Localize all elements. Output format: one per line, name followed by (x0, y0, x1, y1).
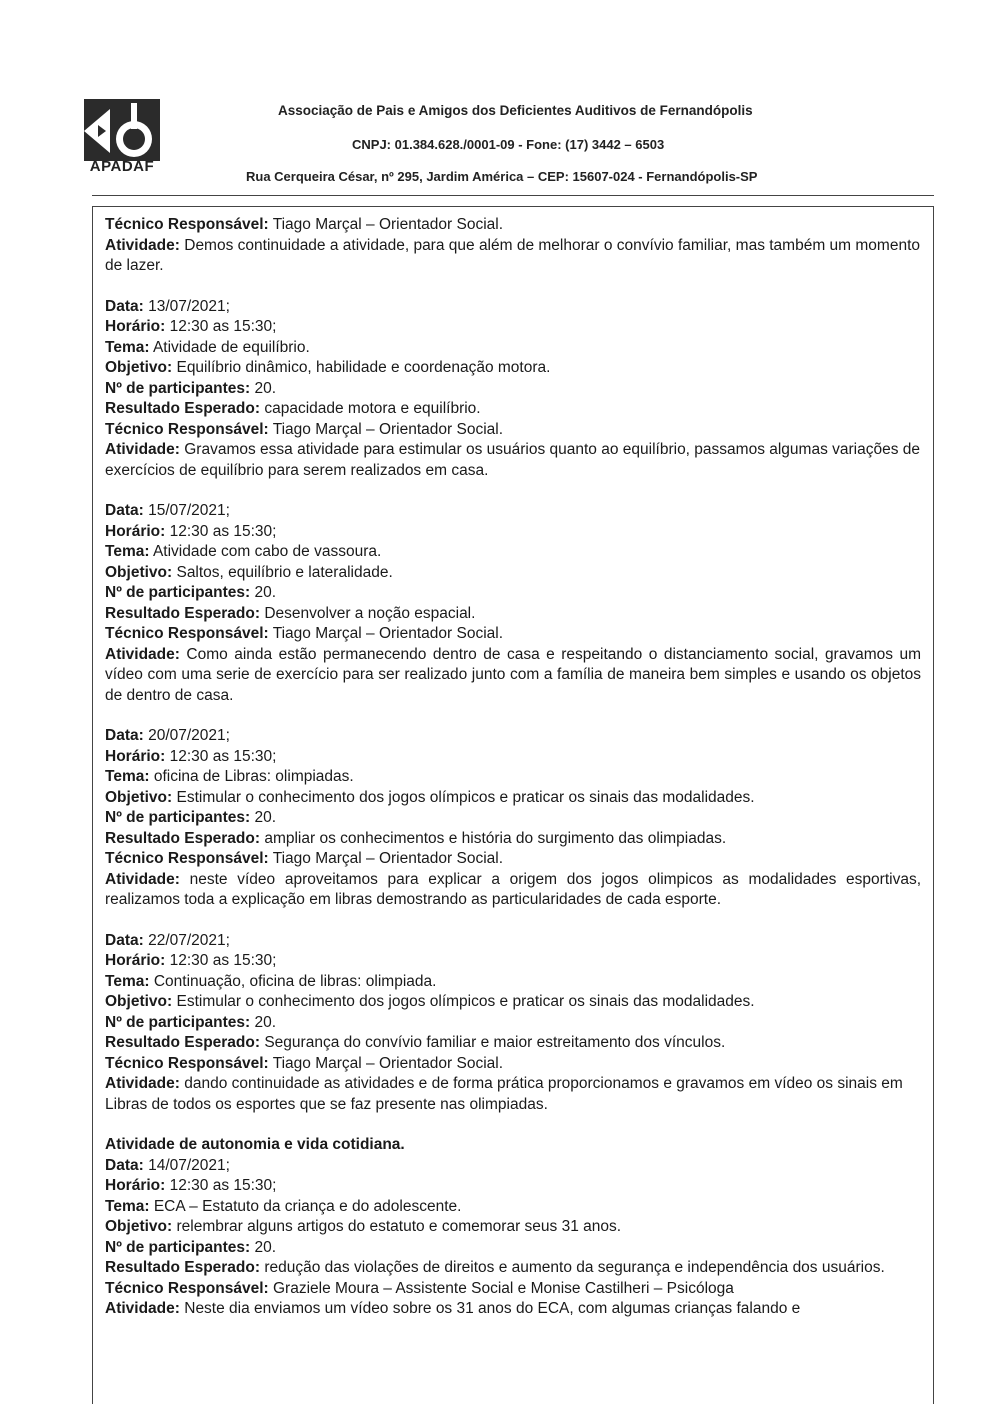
participantes-line (105, 583, 921, 604)
data-value: 13/07/2021; (143, 297, 230, 315)
objetivo-value: Estimular o conhecimento dos jogos olímpicos e praticar os sinais das modalidades. (172, 993, 755, 1010)
data-line (105, 1156, 921, 1177)
data-value: 15/07/2021; (143, 502, 230, 519)
resultado-line (105, 829, 921, 850)
tecnico-line (105, 624, 921, 645)
tecnico-value: Tiago Marçal – Orientador Social. (268, 216, 504, 233)
atividade-line (105, 1074, 921, 1115)
resultado-label: Resultado Esperado: (105, 1034, 261, 1051)
horario-line (105, 951, 921, 972)
objetivo-label: Objetivo: (105, 788, 173, 806)
entry-1 (105, 297, 921, 482)
participantes-value: 20. (250, 1238, 277, 1256)
horario-label: Horário: (105, 747, 166, 765)
horario-line (105, 317, 921, 338)
tecnico-value: Tiago Marçal – Orientador Social. (268, 420, 504, 438)
participantes-value: 20. (250, 379, 277, 397)
data-label: Data: (105, 1156, 144, 1174)
data-label: Data: (105, 727, 144, 744)
atividade-line (105, 870, 921, 911)
data-value: 20/07/2021; (143, 727, 230, 744)
atividade-label: Atividade: (105, 236, 180, 254)
objetivo-value: Saltos, equilíbrio e lateralidade. (172, 563, 393, 581)
atividade-line (105, 1299, 921, 1320)
address: Rua Cerqueira César, nº 295, Jardim América – CEP: 15607-024 - Fernandópolis-SP (246, 169, 758, 184)
tema-value: ECA – Estatuto da criança e do adolescente. (149, 1197, 462, 1215)
atividade-line (105, 440, 921, 481)
participantes-label: Nº de participantes: (105, 809, 251, 826)
atividade-value: dando continuidade as atividades e de forma prática proporcionamos e gravamos em vídeo os sinais em Libras de todos os esportes que se faz presente nas olimpiadas. (105, 1075, 903, 1113)
participantes-line (105, 808, 921, 829)
atividade-value: Gravamos essa atividade para estimular os usuários quanto ao equilíbrio, passamos algumas variações de exercícios de equilíbrio para serem realizados em casa. (105, 441, 921, 479)
data-line (105, 931, 921, 952)
data-line (105, 501, 921, 522)
atividade-label: Atividade: (105, 870, 180, 888)
entry-3 (105, 726, 921, 911)
atividade-value: Demos continuidade a atividade, para que além de melhorar o convívio familiar, mas também um momento de lazer. (105, 236, 920, 274)
tema-value: Atividade com cabo de vassoura. (149, 543, 382, 560)
resultado-line (105, 399, 921, 420)
participantes-value: 20. (250, 1013, 277, 1031)
resultado-value: Segurança do convívio familiar e maior estreitamento dos vínculos. (260, 1034, 726, 1051)
header-divider (92, 195, 934, 196)
objetivo-line (105, 358, 921, 379)
tecnico-line (105, 849, 921, 870)
horario-label: Horário: (105, 952, 166, 969)
horario-label: Horário: (105, 522, 166, 540)
participantes-line (105, 1238, 921, 1259)
resultado-value: Desenvolver a noção espacial. (260, 604, 476, 622)
organization-name: Associação de Pais e Amigos dos Deficientes Auditivos de Fernandópolis (278, 103, 753, 118)
objetivo-line (105, 788, 921, 809)
tecnico-line (105, 215, 921, 236)
logo-text: APADAF (89, 158, 155, 175)
objetivo-value: Equilíbrio dinâmico, habilidade e coordenação motora. (172, 359, 551, 376)
atividade-label: Atividade: (105, 645, 180, 663)
resultado-value: redução das violações de direitos e aumento da segurança e independência dos usuários. (260, 1259, 885, 1276)
tecnico-line (105, 1054, 921, 1075)
entry-2 (105, 501, 921, 706)
horario-label: Horário: (105, 1177, 166, 1194)
horario-value: 12:30 as 15:30; (165, 318, 277, 335)
data-value: 22/07/2021; (143, 931, 230, 949)
objetivo-line (105, 1217, 921, 1238)
horario-label: Horário: (105, 318, 166, 335)
tema-line (105, 338, 921, 359)
objetivo-value: Estimular o conhecimento dos jogos olímpicos e praticar os sinais das modalidades. (172, 788, 755, 806)
horario-value: 12:30 as 15:30; (165, 952, 277, 969)
resultado-label: Resultado Esperado: (105, 604, 261, 622)
participantes-label: Nº de participantes: (105, 584, 251, 601)
tema-line (105, 542, 921, 563)
tema-label: Tema: (105, 768, 150, 785)
data-value: 14/07/2021; (143, 1156, 230, 1174)
atividade-line (105, 645, 921, 707)
data-label: Data: (105, 931, 144, 949)
report-content (105, 215, 921, 1340)
data-label: Data: (105, 502, 144, 519)
letterhead (0, 0, 992, 210)
data-line (105, 726, 921, 747)
resultado-label: Resultado Esperado: (105, 1259, 261, 1276)
atividade-line (105, 236, 921, 277)
resultado-line (105, 604, 921, 625)
tecnico-label: Técnico Responsável: (105, 1279, 269, 1297)
atividade-value: neste vídeo aproveitamos para explicar a origem dos jogos olimpicos as modalidades esportivas, realizamos toda a explicação em libras demostrando as particularidades de cada esporte. (105, 870, 921, 908)
tema-label: Tema: (105, 972, 150, 990)
objetivo-label: Objetivo: (105, 359, 173, 376)
atividade-label: Atividade: (105, 1300, 180, 1317)
atividade-label: Atividade: (105, 1075, 180, 1092)
objetivo-label: Objetivo: (105, 563, 173, 581)
objetivo-label: Objetivo: (105, 993, 173, 1010)
autonomy-section (105, 1135, 921, 1320)
objetivo-line (105, 992, 921, 1013)
horario-line (105, 522, 921, 543)
horario-value: 12:30 as 15:30; (165, 522, 277, 540)
resultado-label: Resultado Esperado: (105, 400, 261, 417)
participantes-label: Nº de participantes: (105, 1238, 251, 1256)
horario-value: 12:30 as 15:30; (165, 1177, 277, 1194)
tecnico-label: Técnico Responsável: (105, 850, 269, 867)
entry-4 (105, 931, 921, 1116)
tema-value: oficina de Libras: olimpiadas. (149, 768, 354, 785)
objetivo-label: Objetivo: (105, 1218, 173, 1235)
tecnico-value: Tiago Marçal – Orientador Social. (268, 850, 504, 867)
tema-line (105, 767, 921, 788)
report-frame (92, 206, 934, 1404)
tecnico-label: Técnico Responsável: (105, 420, 269, 438)
tecnico-value: Tiago Marçal – Orientador Social. (268, 1054, 504, 1072)
tecnico-label: Técnico Responsável: (105, 625, 269, 642)
tema-value: Atividade de equilíbrio. (149, 338, 310, 356)
horario-value: 12:30 as 15:30; (165, 747, 277, 765)
atividade-value: Como ainda estão permanecendo dentro de casa e respeitando o distanciamento social, gravamos um vídeo com uma serie de exercício para ser realizado junto com a família de maneira bem simples e usando os objetos de dentro de casa. (105, 645, 921, 704)
participantes-line (105, 1013, 921, 1034)
resultado-label: Resultado Esperado: (105, 829, 261, 847)
tecnico-label: Técnico Responsável: (105, 216, 269, 233)
resultado-line (105, 1033, 921, 1054)
tema-line (105, 1197, 921, 1218)
participantes-value: 20. (250, 809, 277, 826)
resultado-value: ampliar os conhecimentos e história do surgimento das olimpiadas. (260, 829, 727, 847)
horario-line (105, 747, 921, 768)
tema-label: Tema: (105, 1197, 150, 1215)
objetivo-line (105, 563, 921, 584)
tema-line (105, 972, 921, 993)
resultado-value: capacidade motora e equilíbrio. (260, 400, 481, 417)
section-title: Atividade de autonomia e vida cotidiana. (105, 1136, 405, 1153)
data-label: Data: (105, 297, 144, 315)
data-line (105, 297, 921, 318)
atividade-value: Neste dia enviamos um vídeo sobre os 31 anos do ECA, com algumas crianças falando e (179, 1300, 801, 1317)
participantes-value: 20. (250, 584, 277, 601)
tema-value: Continuação, oficina de libras: olimpiada. (149, 972, 437, 990)
tecnico-value: Graziele Moura – Assistente Social e Monise Castilheri – Psicóloga (268, 1279, 734, 1297)
tema-label: Tema: (105, 338, 150, 356)
tema-label: Tema: (105, 543, 150, 560)
tecnico-line (105, 420, 921, 441)
participantes-label: Nº de participantes: (105, 1013, 251, 1031)
resultado-line (105, 1258, 921, 1279)
tecnico-line (105, 1279, 921, 1300)
participantes-label: Nº de participantes: (105, 379, 251, 397)
participantes-line (105, 379, 921, 400)
horario-line (105, 1176, 921, 1197)
atividade-label: Atividade: (105, 441, 180, 458)
tecnico-label: Técnico Responsável: (105, 1054, 269, 1072)
cnpj-phone: CNPJ: 01.384.628./0001-09 - Fone: (17) 3442 – 6503 (352, 137, 665, 152)
objetivo-value: relembrar alguns artigos do estatuto e comemorar seus 31 anos. (172, 1218, 622, 1235)
tecnico-value: Tiago Marçal – Orientador Social. (268, 625, 504, 642)
intro-block (105, 215, 921, 277)
